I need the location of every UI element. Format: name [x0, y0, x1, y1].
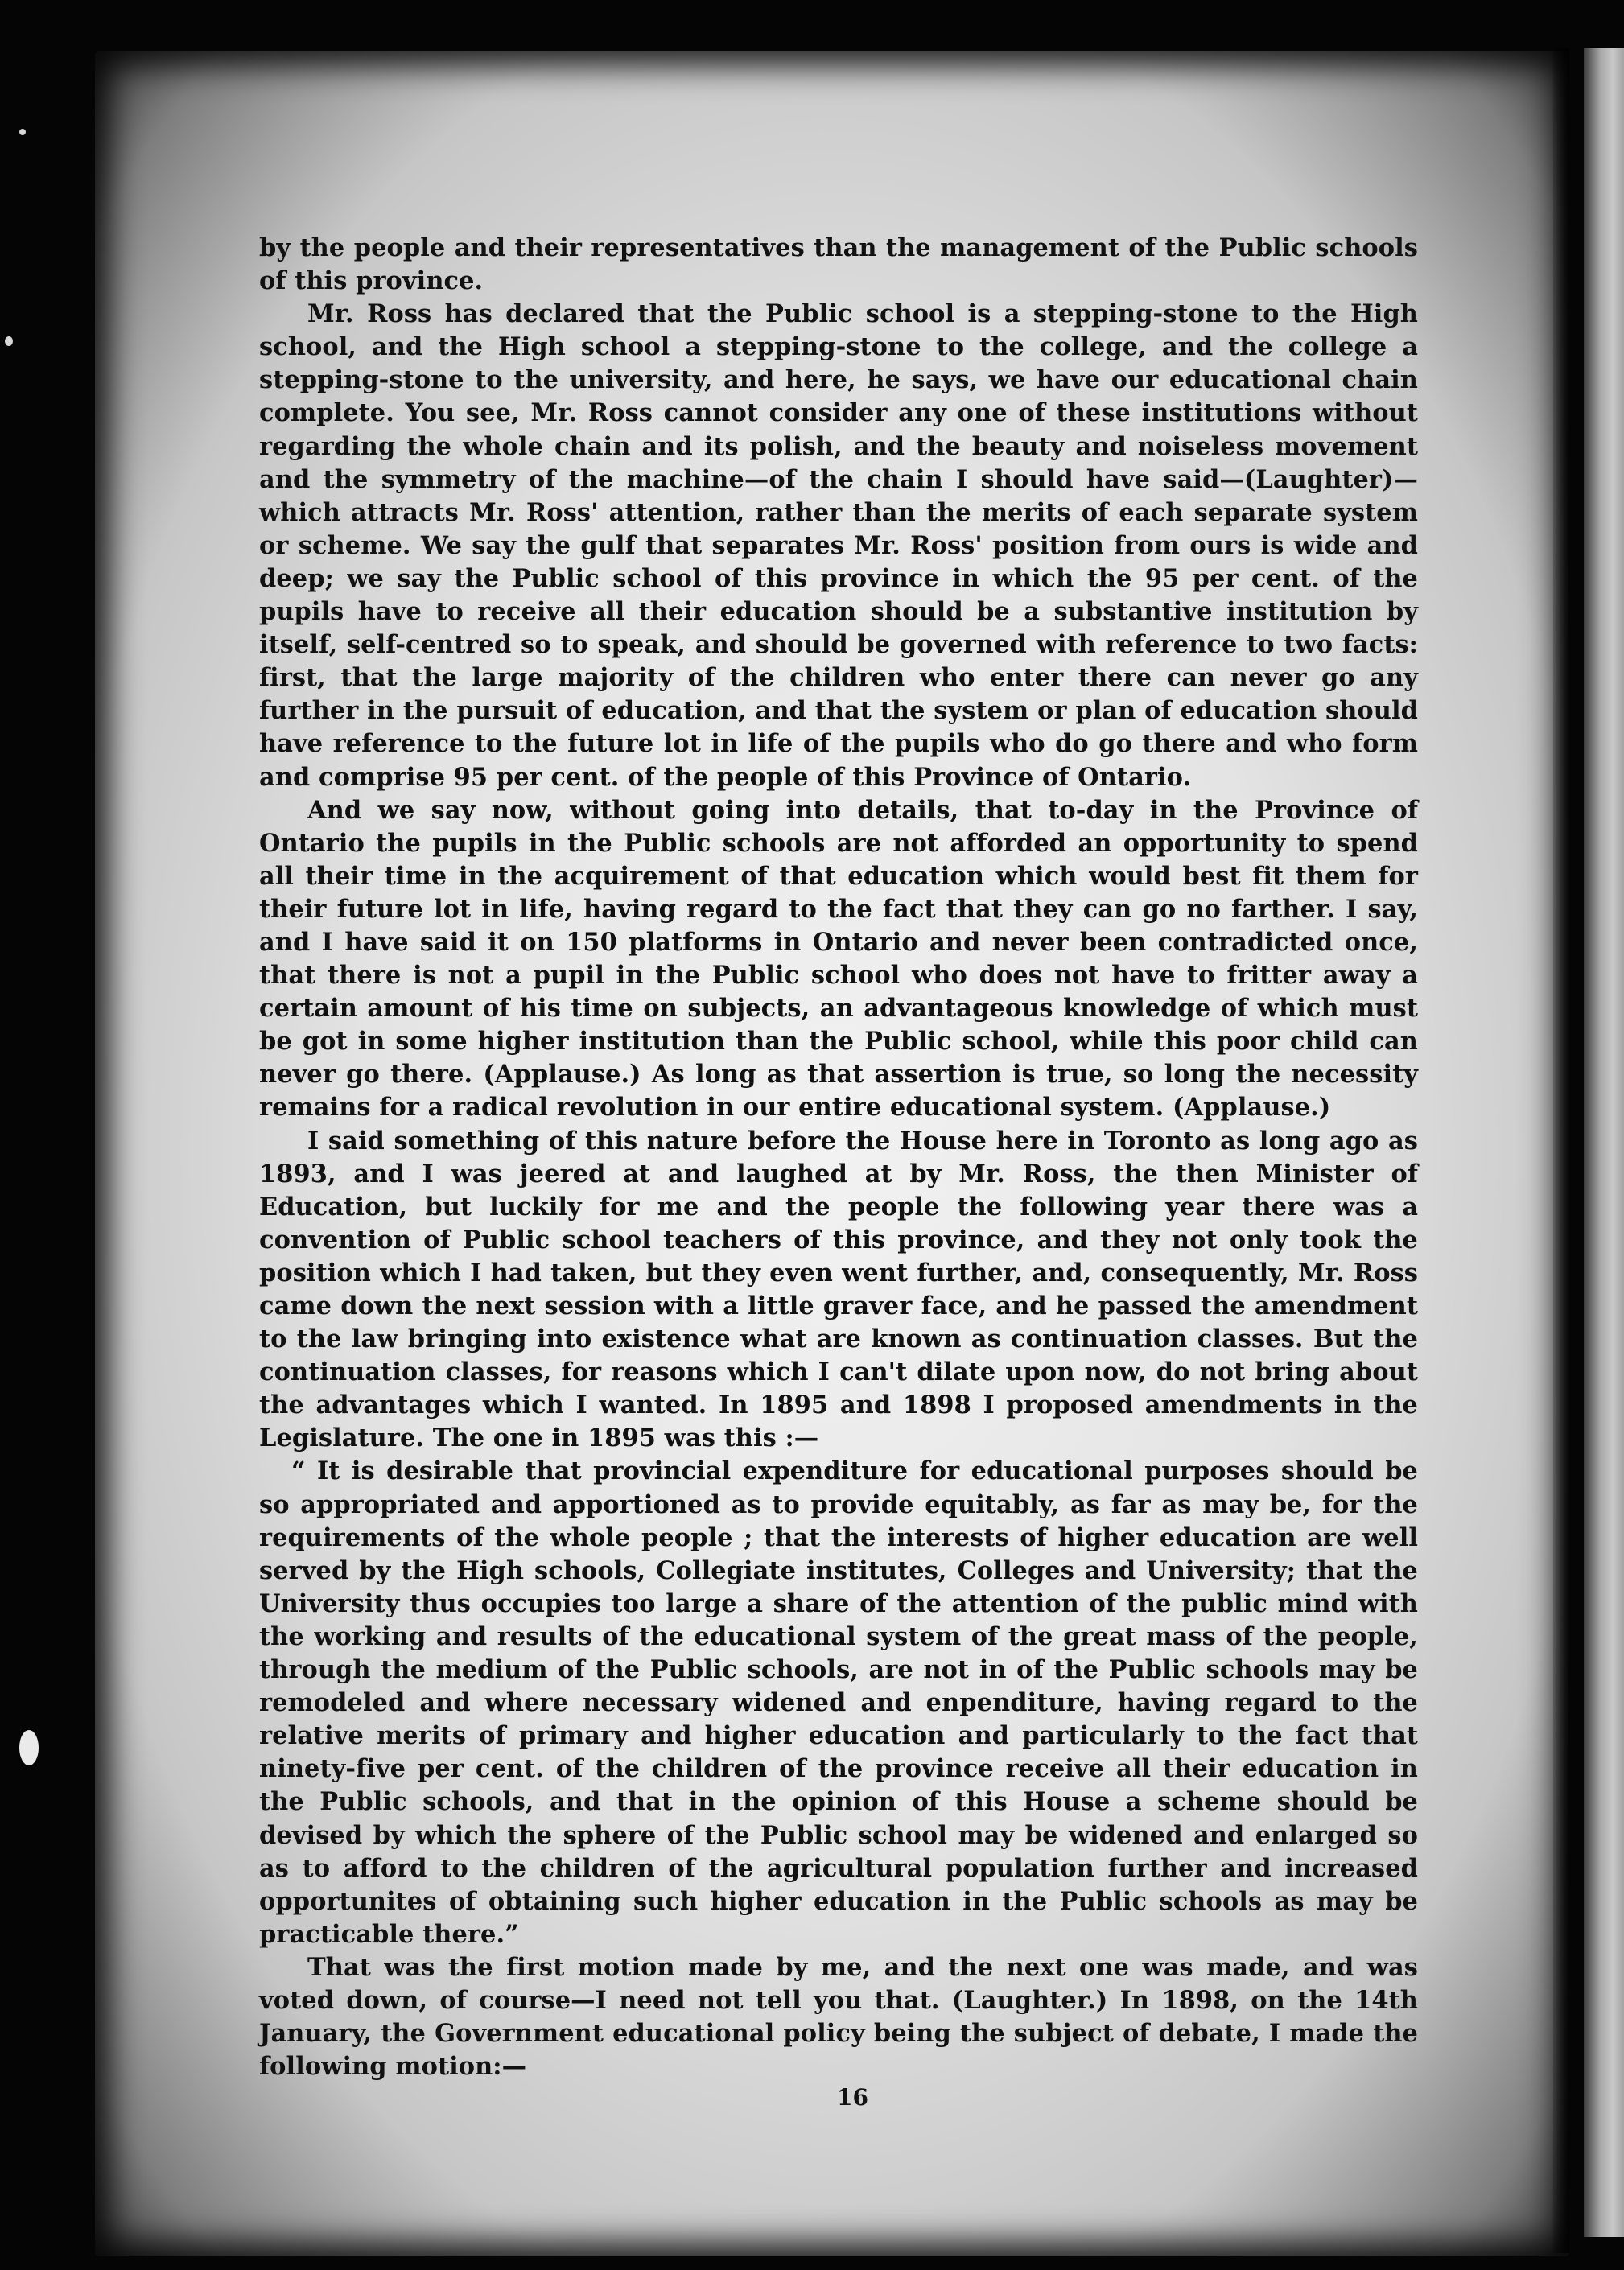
scan-speck — [19, 1730, 39, 1765]
paragraph: Mr. Ross has declared that the Public school is a stepping-stone to the High school, and the High school a stepping-stone to the college, and the college a stepping-stone to the university, and here, he says, we have our educational chain complete. You see, Mr. Ross cannot consider any one of these institutions without regarding the whole chain and its polish, and the beauty and noiseless movement and the symmetry of the machine—of the chain I should have said—(Laughter)—which attracts Mr. Ross' attention, rather than the merits of each separate system or scheme. We say the gulf that separates Mr. Ross' position from ours is wide and deep; we say the Public school of this province in which the 95 per cent. of the pupils have to receive all their education should be a substantive institution by itself, self-centred so to speak, and should be governed with reference to two facts: first, that the large majority of the children who enter there can never go any further in the pursuit of education, and that the system or plan of education should have reference to the future lot in life of the pupils who do go there and who form and comprise 95 per cent. of the people of this Province of Ontario. — [259, 299, 1418, 792]
scan-speck — [19, 129, 26, 135]
scan-speck — [5, 336, 13, 346]
quoted-motion: “ It is desirable that provincial expenditure for educational purposes should be so appropriated and apportioned as to provide equitably, as far as may be, for the requirements of the whole people ; that the interests of higher education are well served by the High schools, Collegiate institutes, Colleges and University; that the University thus occupies too large a share of the attention of the public mind with the working and results of the educational system of the great mass of the people, through the medium of the Public schools, are not in of the Public schools may be remodeled and where necessary widened and enpenditure, having regard to the relative merits of primary and higher education and particularly to the fact that ninety-five per cent. of the children of the province receive all their education in the Public schools, and that in the opinion of this House a scheme should be devised by which the sphere of the Public school may be widened and enlarged so as to afford to the children of the agricultural population further and increased opportunites of obtaining such higher education in the Public schools as may be practicable there.” — [259, 1456, 1418, 1949]
page-number: 16 — [837, 2084, 868, 2111]
paragraph: by the people and their representatives than the management of the Public schools of this province. — [259, 233, 1418, 296]
paragraph: That was the first motion made by me, and the next one was made, and was voted down, of course—I need not tell you that. (Laughter.) In 1898, on the 14th January, the Government educational policy being the subject of debate, I made the following motion:— — [259, 1952, 1418, 2082]
paragraph: I said something of this nature before the House here in Toronto as long ago as 1893, and I was jeered at and laughed at by Mr. Ross, the then Minister of Education, but luckily for me and the people the following year there was a convention of Public school teachers of this province, and they not only took the position which I had taken, but they even went further, and, consequently, Mr. Ross came down the next session with a little graver face, and he passed the amendment to the law bringing into existence what are known as continuation classes. But the continuation classes, for reasons which I can't dilate upon now, do not bring about the advantages which I wanted. In 1895 and 1898 I proposed amendments in the Legislature. The one in 1895 was this :— — [259, 1126, 1418, 1453]
paragraph: And we say now, without going into details, that to-day in the Province of Ontario the pupils in the Public schools are not afforded an opportunity to spend all their time in the acquirement of that education which would best fit them for their future lot in life, having regard to the fact that they can go no farther. I say, and I have said it on 150 platforms in Ontario and never been contradicted once, that there is not a pupil in the Public school who does not have to fritter away a certain amount of his time on subjects, an advantageous knowledge of which must be got in some higher institution than the Public school, while this poor child can never go there. (Applause.) As long as that assertion is true, so long the necessity remains for a radical revolution in our entire educational system. (Applause.) — [259, 795, 1418, 1123]
body-text — [259, 232, 1418, 2083]
adjacent-page-edge — [1584, 48, 1624, 2237]
book-gutter-shadow — [1553, 48, 1569, 2253]
